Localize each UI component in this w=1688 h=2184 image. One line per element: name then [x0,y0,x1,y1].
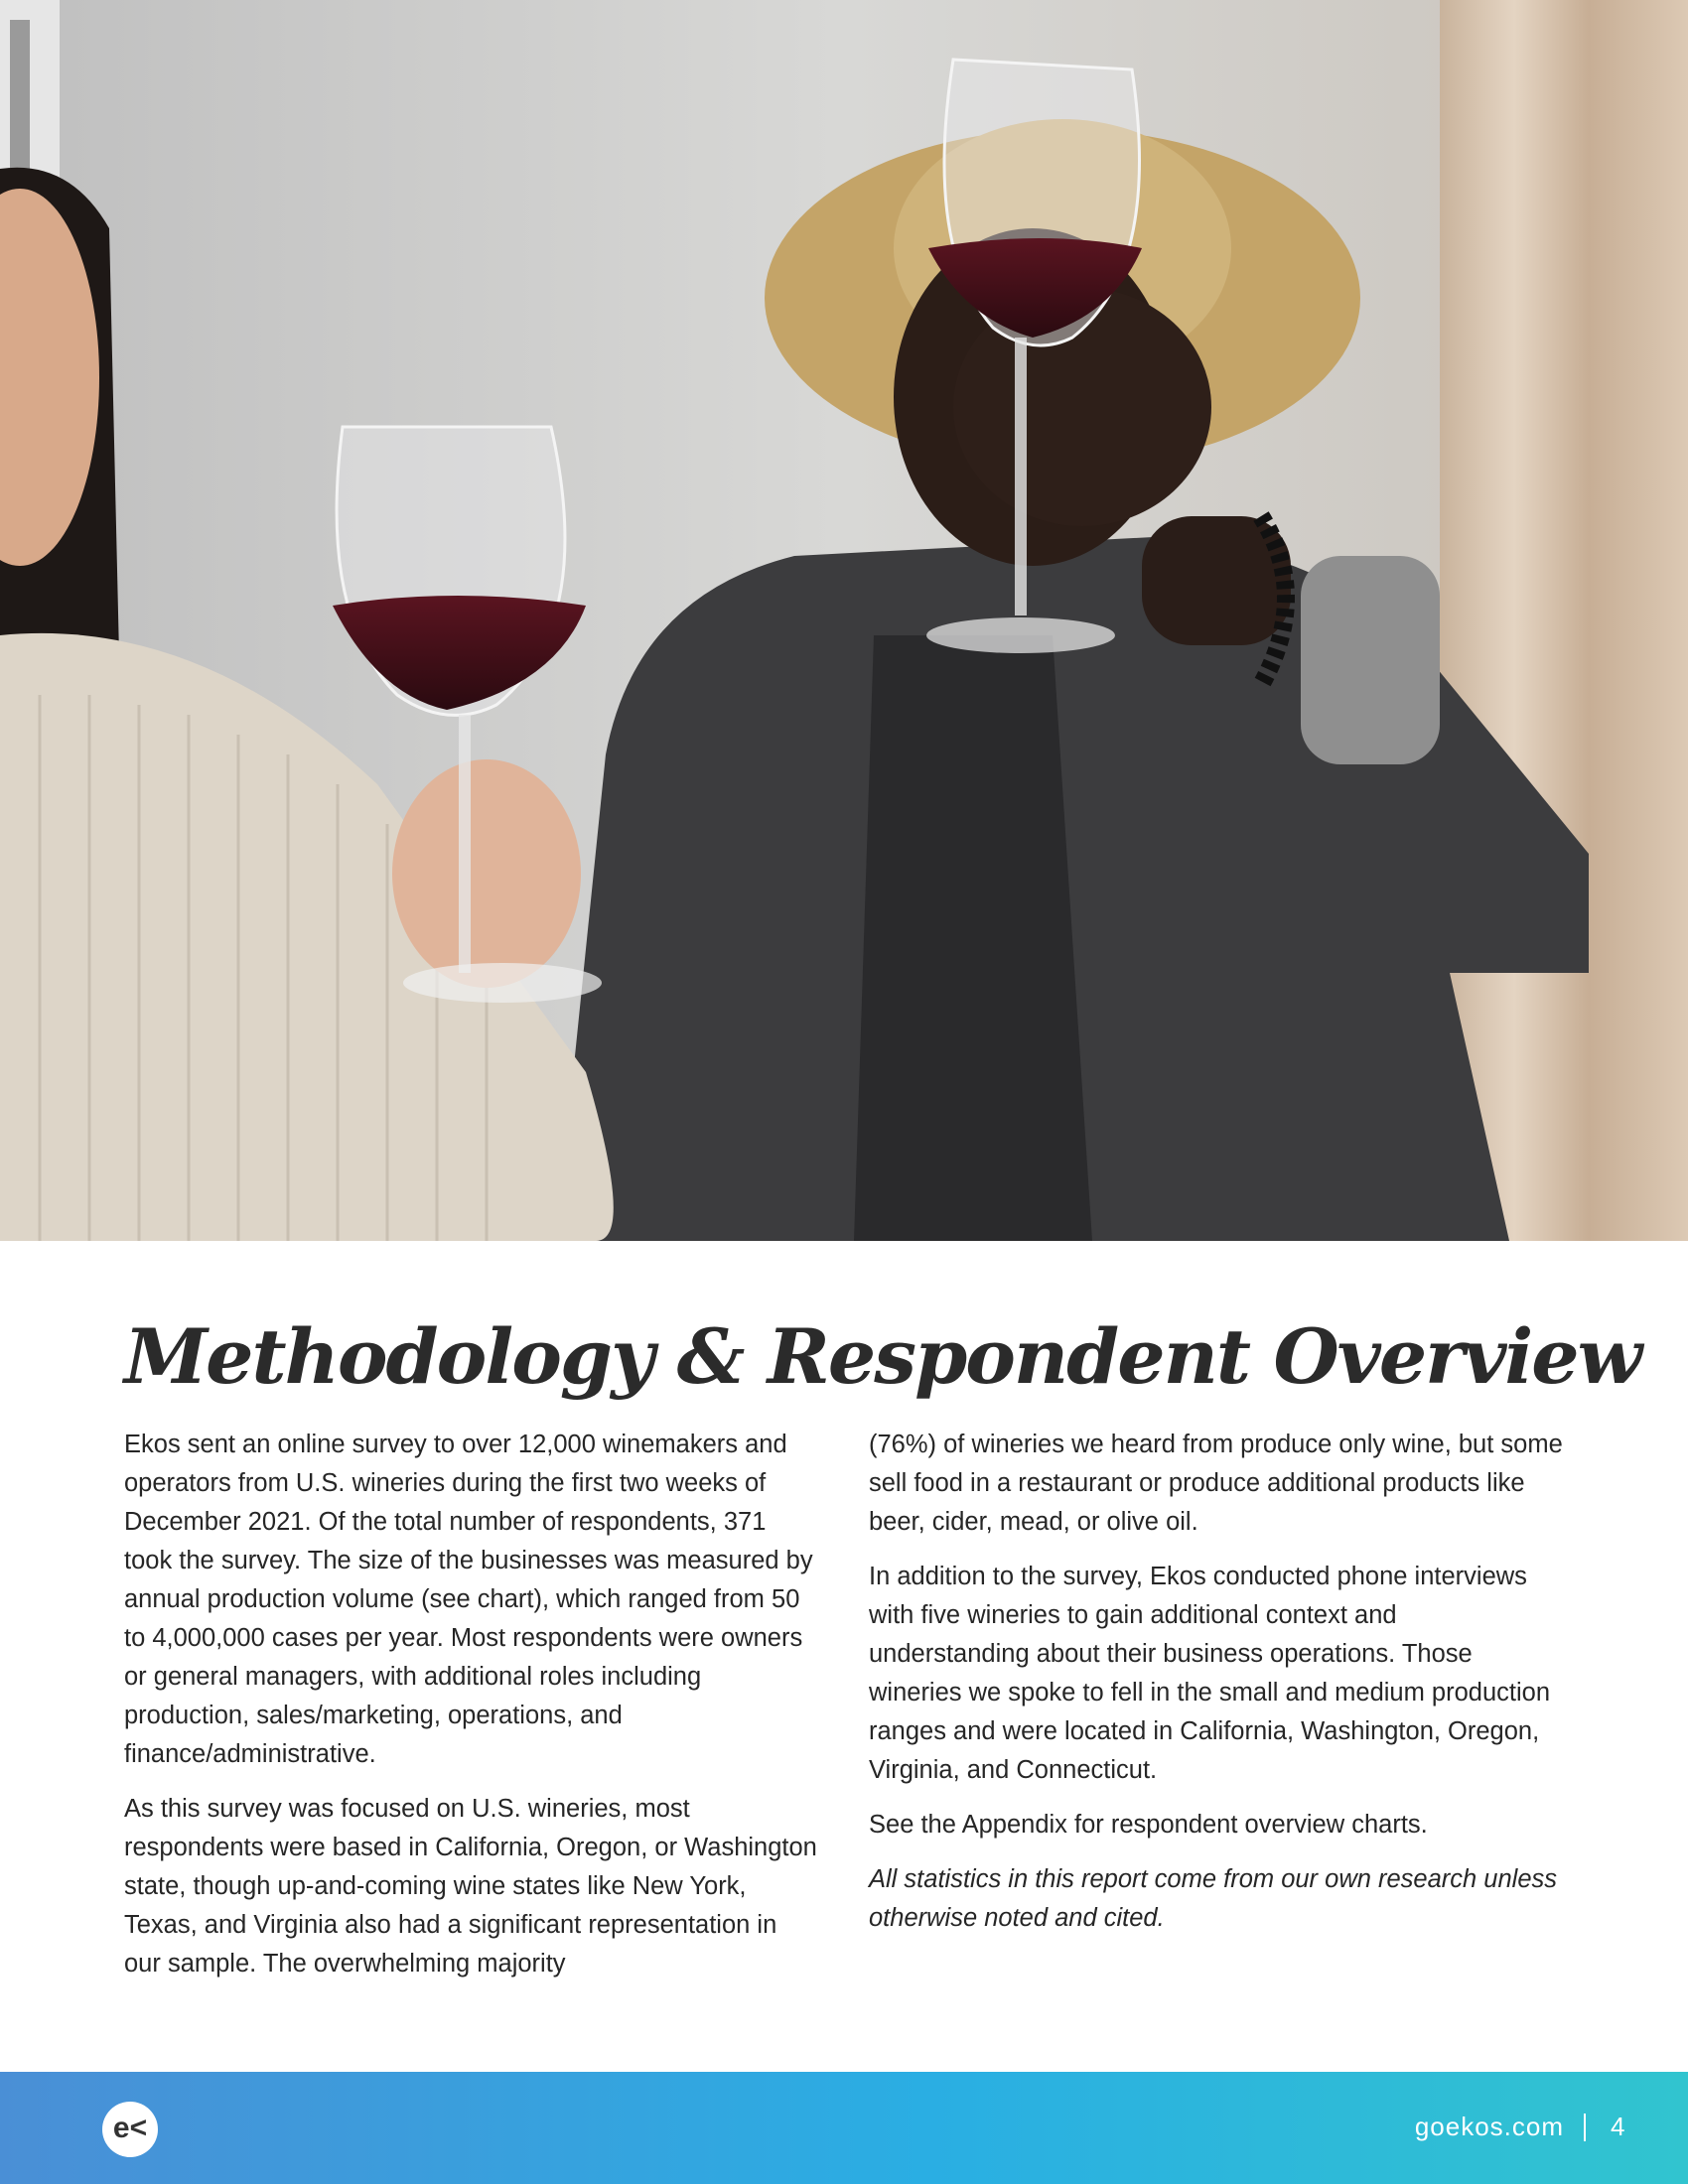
page-number: 4 [1611,2112,1625,2141]
footer-bar [0,2072,1688,2184]
body-paragraph: As this survey was focused on U.S. wineries, most respondents were based in California, Oregon, or Washington state, though up-and-coming wine states like New York, Texas, and Virginia also had a significant representation in our sample. The overwhelming majority [124,1795,817,1978]
ekos-logo-icon [102,2102,158,2157]
page-title: Methodology & Respondent Overview [124,1312,1641,1401]
body-paragraph: In addition to the survey, Ekos conducted phone interviews with five wineries to gain additional context and understanding about their business operations. Those wineries we spoke to fell in the small and medium production ranges and were located in California, Washington, Oregon, Virginia, and Connecticut. [869,1563,1551,1784]
body-paragraph: Ekos sent an online survey to over 12,000 winemakers and operators from U.S. wineries during the first two weeks of December 2021. Of the total number of respondents, 371 took the survey. The size of the businesses was measured by annual production volume (see chart), which ranged from 50 to 4,000,000 cases per year. Most respondents were owners or general managers, with additional roles including production, sales/marketing, operations, and finance/administrative. [124,1431,813,1768]
statistics-note: All statistics in this report come from our own research unless otherwise noted and cited. [869,1865,1558,1932]
website-link[interactable]: goekos.com [1414,2112,1564,2141]
body-column-right [869,1426,1564,1954]
body-column-left [124,1426,819,1999]
body-paragraph: (76%) of wineries we heard from produce only wine, but some sell food in a restaurant or produce additional products like beer, cider, mead, or olive oil. [869,1431,1563,1536]
footer-divider [1584,2114,1586,2141]
logo-text: e< [112,2112,148,2144]
body-paragraph: See the Appendix for respondent overview charts. [869,1811,1428,1839]
